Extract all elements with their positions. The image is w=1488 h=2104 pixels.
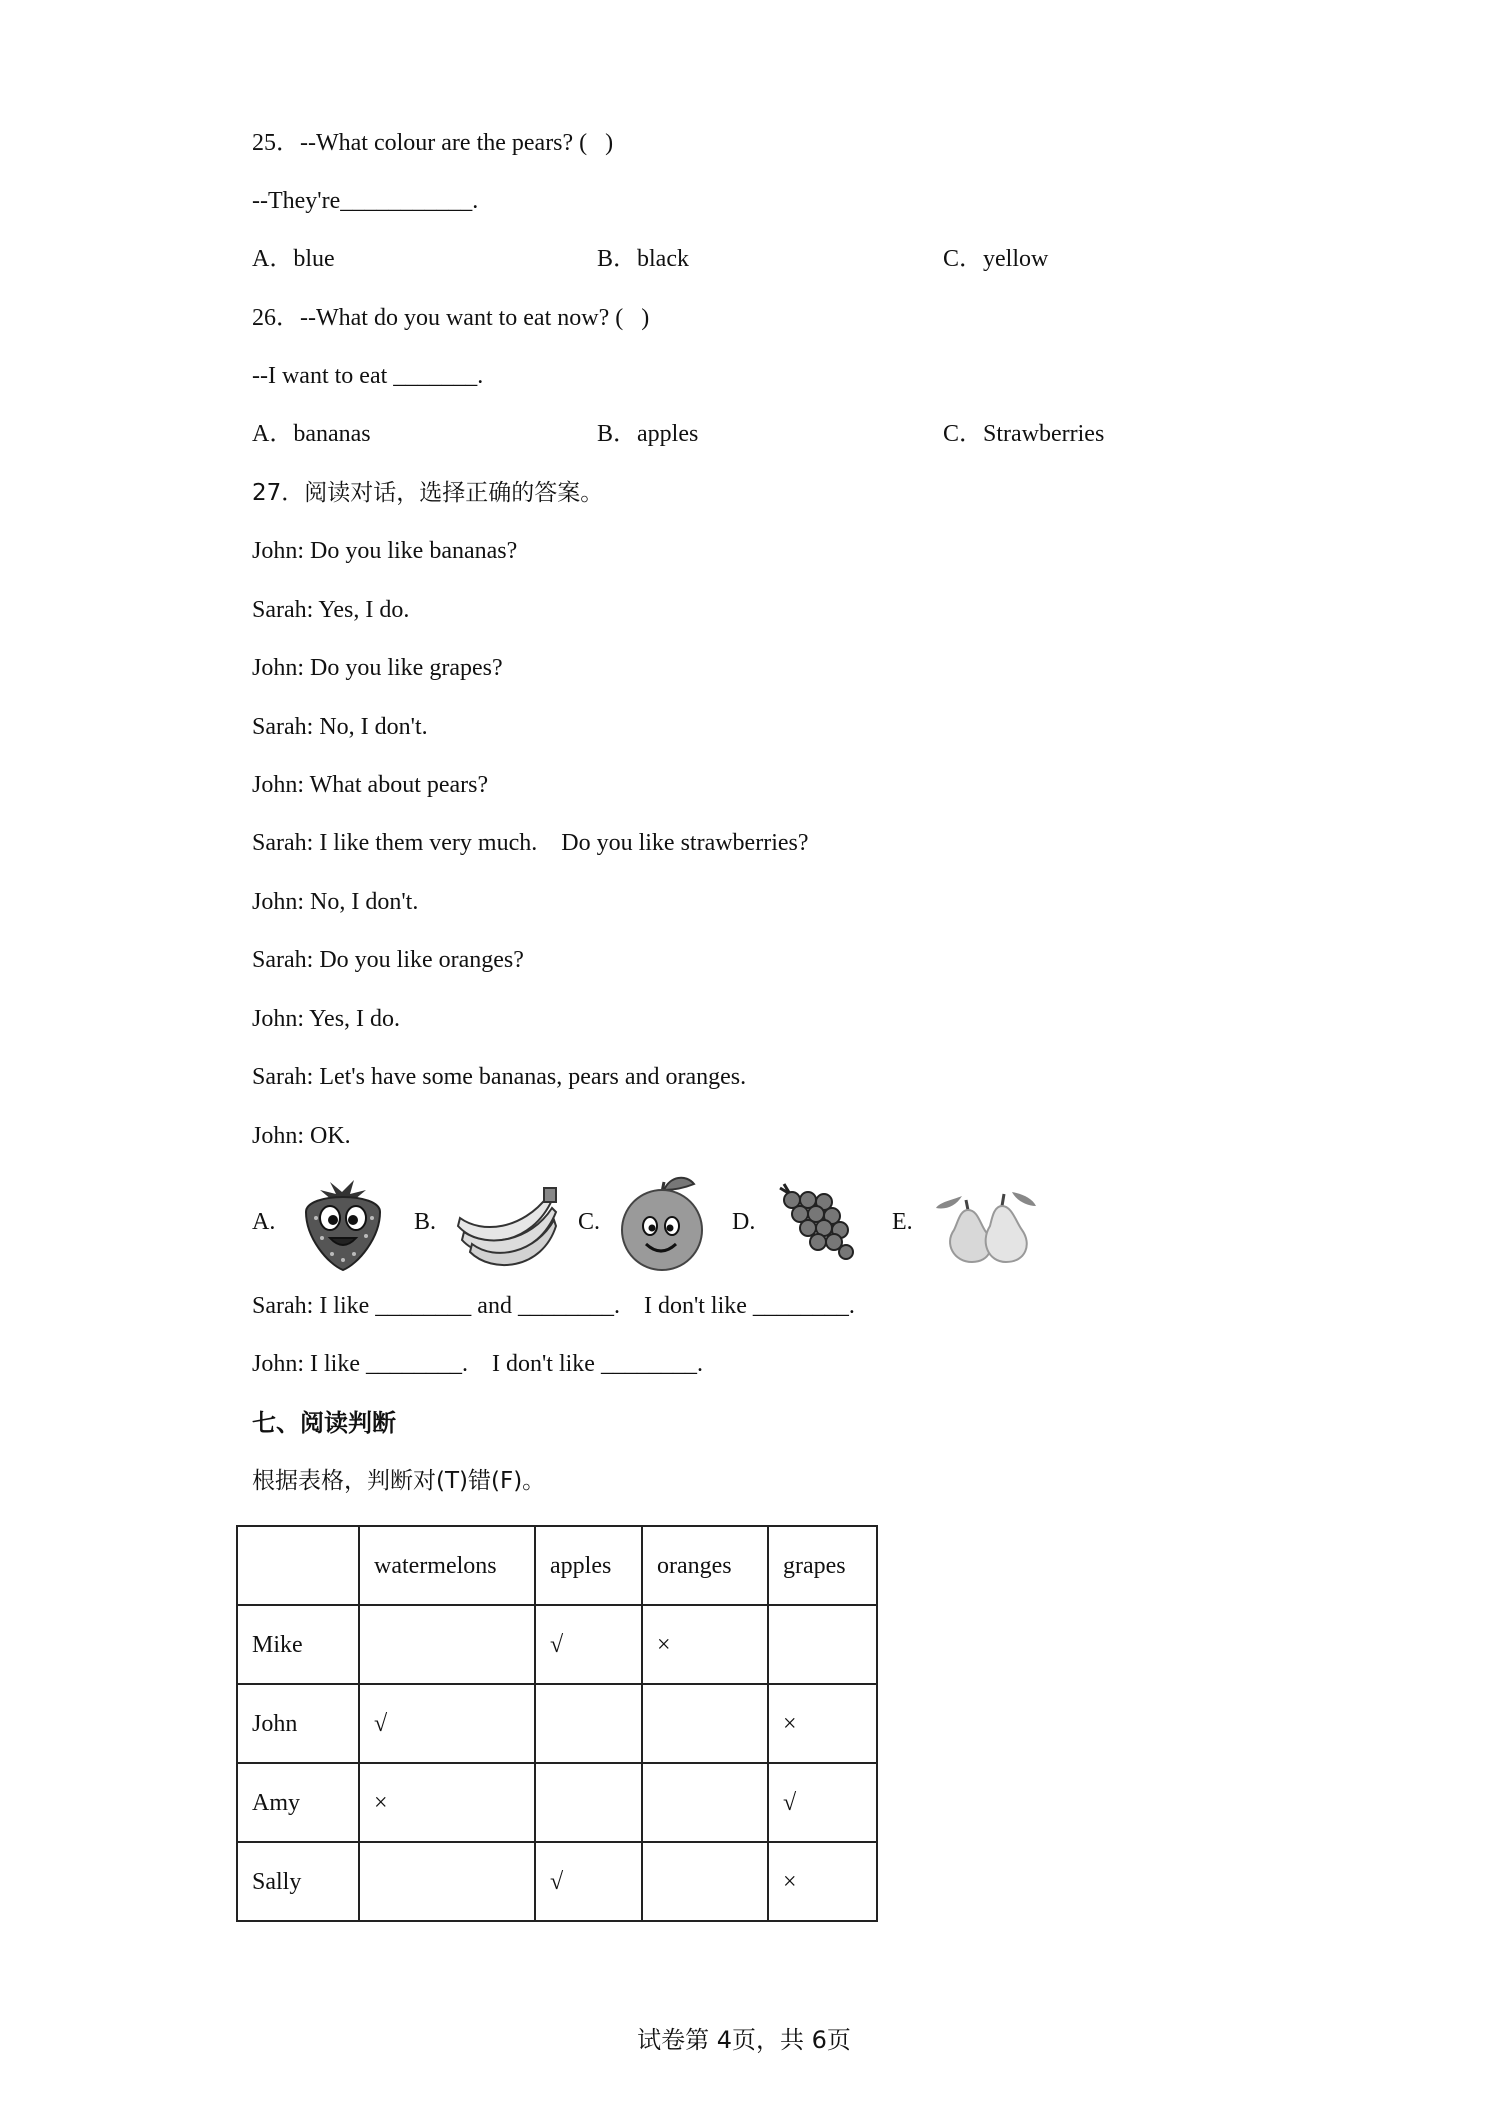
table-cell: × — [359, 1763, 535, 1842]
dialogue-line: Sarah: Yes, I do. — [252, 597, 410, 623]
table-cell: × — [768, 1842, 877, 1921]
fill-john: John: I like ________. I don't like ________. — [252, 1351, 703, 1377]
fruit-preference-table — [236, 1525, 878, 1922]
table-cell: John — [237, 1684, 359, 1763]
table-cell: √ — [535, 1842, 642, 1921]
q25-option-b[interactable]: B．black — [597, 246, 689, 272]
table-row — [237, 1684, 877, 1763]
picture-option-d-label: D. — [732, 1209, 756, 1235]
dialogue-line: John: Do you like grapes? — [252, 655, 503, 681]
grapes-icon — [772, 1180, 864, 1264]
table-cell: √ — [535, 1605, 642, 1684]
table-cell — [359, 1605, 535, 1684]
table-cell — [359, 1842, 535, 1921]
q26-option-a[interactable]: A．bananas — [252, 421, 371, 447]
picture-option-e-label: E. — [892, 1209, 913, 1235]
table-cell — [535, 1684, 642, 1763]
section-title: 七、阅读判断 — [252, 1408, 396, 1437]
fill-sarah: Sarah: I like ________ and ________. I don't like ________. — [252, 1293, 855, 1319]
q25-option-c[interactable]: C．yellow — [943, 246, 1049, 272]
table-row — [237, 1842, 877, 1921]
table-cell: √ — [768, 1763, 877, 1842]
table-cell: √ — [359, 1684, 535, 1763]
q25-question: 25．--What colour are the pears? ( ) — [252, 130, 614, 156]
picture-option-a-label: A. — [252, 1209, 276, 1235]
section-instruction: 根据表格，判断对(T)错(F)。 — [252, 1468, 546, 1494]
dialogue-line: Sarah: I like them very much. Do you like strawberries? — [252, 830, 809, 856]
table-cell: Mike — [237, 1605, 359, 1684]
dialogue-line: Sarah: Do you like oranges? — [252, 947, 524, 973]
dialogue-line: John: What about pears? — [252, 772, 489, 798]
table-row — [237, 1763, 877, 1842]
table-cell: Amy — [237, 1763, 359, 1842]
strawberry-icon — [292, 1168, 394, 1274]
orange-icon — [614, 1170, 710, 1274]
table-cell: × — [642, 1605, 768, 1684]
table-header-row — [237, 1526, 877, 1605]
dialogue-line: John: Do you like bananas? — [252, 538, 518, 564]
picture-option-b-label: B. — [414, 1209, 437, 1235]
pears-icon — [932, 1186, 1038, 1266]
table-header-cell: grapes — [768, 1526, 877, 1605]
q25-answer-line: --They're___________. — [252, 188, 479, 214]
table-cell — [535, 1763, 642, 1842]
table-cell — [642, 1684, 768, 1763]
table-cell — [642, 1842, 768, 1921]
table-cell: Sally — [237, 1842, 359, 1921]
dialogue-line: Sarah: No, I don't. — [252, 714, 428, 740]
dialogue-line: Sarah: Let's have some bananas, pears and oranges. — [252, 1064, 747, 1090]
q26-option-c[interactable]: C．Strawberries — [943, 421, 1105, 447]
q26-answer-line: --I want to eat _______. — [252, 363, 484, 389]
table-header-cell — [237, 1526, 359, 1605]
dialogue-line: John: Yes, I do. — [252, 1006, 401, 1032]
table-cell — [768, 1605, 877, 1684]
bananas-icon — [452, 1178, 560, 1268]
dialogue-line: John: No, I don't. — [252, 889, 419, 915]
table-header-cell: apples — [535, 1526, 642, 1605]
q25-option-a[interactable]: A．blue — [252, 246, 335, 272]
q27-instruction: 27．阅读对话，选择正确的答案。 — [252, 480, 604, 506]
q26-option-b[interactable]: B．apples — [597, 421, 699, 447]
table-cell — [642, 1763, 768, 1842]
table-header-cell: oranges — [642, 1526, 768, 1605]
q26-question: 26．--What do you want to eat now? ( ) — [252, 305, 650, 331]
table-header-cell: watermelons — [359, 1526, 535, 1605]
page-footer: 试卷第 4页，共 6页 — [637, 2026, 851, 2054]
table-row — [237, 1605, 877, 1684]
table-cell: × — [768, 1684, 877, 1763]
picture-option-c-label: C. — [578, 1209, 601, 1235]
dialogue-line: John: OK. — [252, 1123, 351, 1149]
